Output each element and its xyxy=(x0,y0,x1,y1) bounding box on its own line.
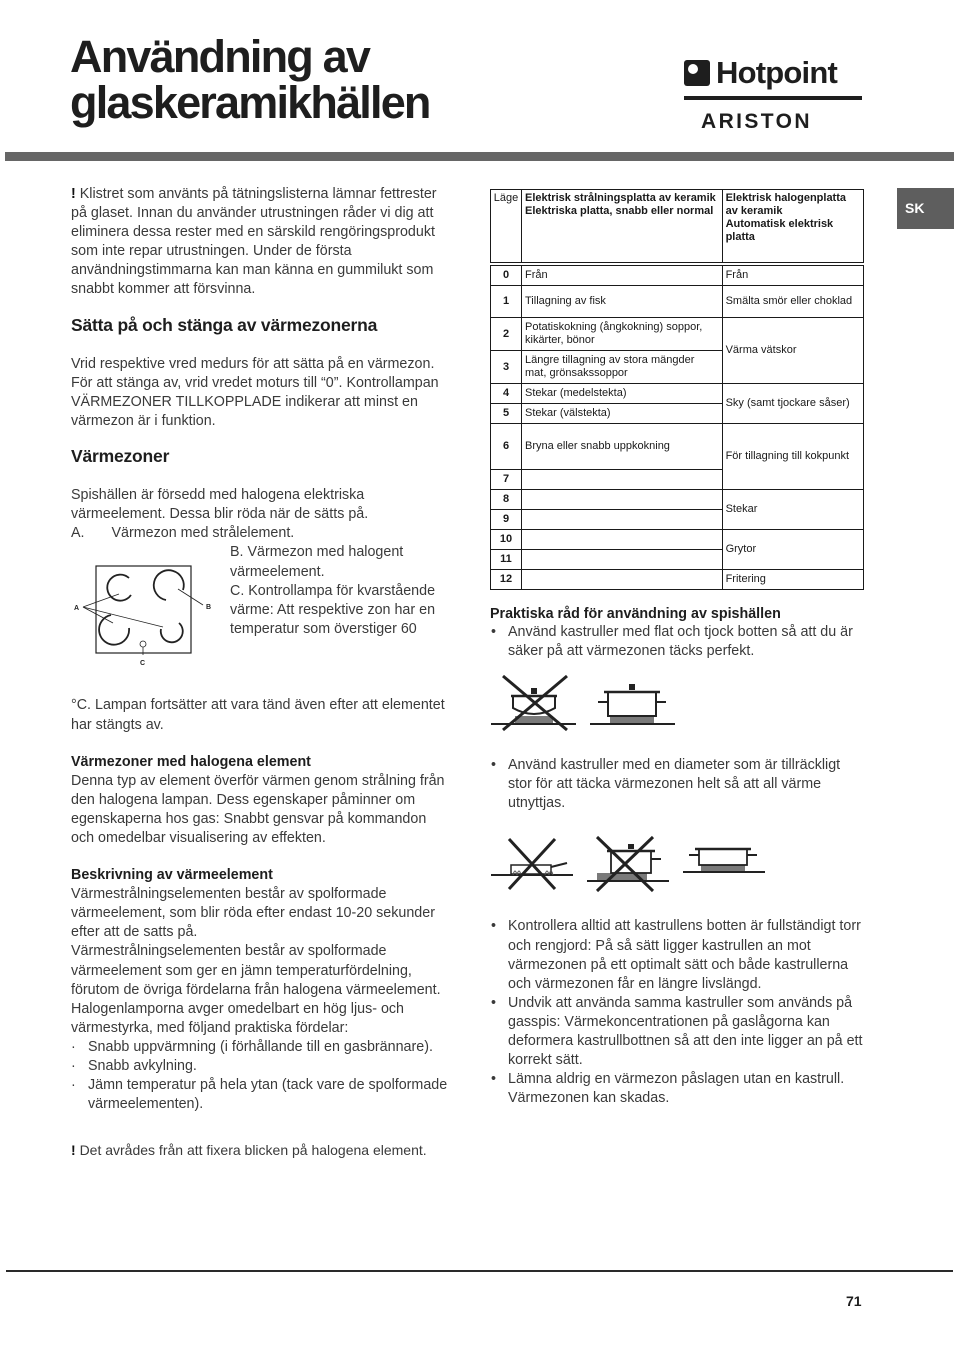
zone-legend-block xyxy=(71,543,451,696)
level-cell: 1 xyxy=(491,286,522,318)
page-title-line-2: glaskeramikhällen xyxy=(70,77,430,128)
cooking-modes-table xyxy=(490,189,864,590)
subheading-element-description: Beskrivning av värmeelement xyxy=(71,867,273,884)
zone-c-continuation: °C. Lampan fortsätter att vara tänd även efter att elementet har stängts av. xyxy=(71,697,445,733)
advice-item: • Använd kastruller med flat och tjock botten så att du är säker på att värmezonen täcks perfekt. xyxy=(490,623,864,661)
table-row xyxy=(491,490,864,510)
halogen-paragraph: Denna typ av element överför värmen genom strålning från den halogena lampan. Dess egenskaper påminner om egenskaperna hos gas: Snabbt gensvar på kommandon och omedelbar visualisering av effekten. xyxy=(71,772,445,846)
level-cell: 9 xyxy=(491,510,522,530)
header-level: Läge xyxy=(491,190,522,263)
level-cell: 4 xyxy=(491,384,522,404)
advice-item: • Lämna aldrig en värmezon påslagen utan en kastrull. Värmezonen kan skadas. xyxy=(490,1070,864,1108)
brand-sub: ARISTON xyxy=(701,110,812,132)
radiant-cell xyxy=(522,550,723,570)
advice-list-1 xyxy=(490,623,864,661)
section-heading-on-off: Sätta på och stänga av värmezonerna xyxy=(71,314,378,335)
halogen-warning-mark: ! xyxy=(71,1142,76,1159)
advantage-mark: · xyxy=(71,1038,76,1055)
halogen-cell: Värma vätskor xyxy=(722,318,863,384)
hob-zone-diagram xyxy=(71,563,221,673)
advice-list-3 xyxy=(490,917,864,1108)
wrong-tall-pan-icon xyxy=(587,835,669,893)
diagram-label-b: B xyxy=(206,604,212,612)
halogen-cell: För tillagning till kokpunkt xyxy=(722,424,863,490)
page-number: 71 xyxy=(846,1293,862,1309)
section-heading-zones: Värmezoner xyxy=(71,446,170,467)
radiant-cell: Stekar (medelstekta) xyxy=(522,384,723,404)
intro-paragraph xyxy=(71,185,451,300)
zone-c-text: C. Kontrollampa för kvarstående värme: Att respektive zon har en temperatur som överstiger 60 xyxy=(230,582,436,637)
table-row xyxy=(491,570,864,590)
advice-heading: Praktiska råd för användning av spishällen xyxy=(490,606,781,622)
element-paragraph-2: Värmestrålningselementen består av spolformade värmeelement som ger en jämn temperaturfördelning, förutom de övriga fördelarna från halogena värmeelement. xyxy=(71,943,441,998)
wrong-pan-icon xyxy=(491,674,576,734)
level-cell: 7 xyxy=(491,470,522,490)
zone-a-line xyxy=(71,524,451,543)
level-cell: 3 xyxy=(491,351,522,384)
right-column xyxy=(490,189,864,1108)
level-cell: 8 xyxy=(491,490,522,510)
advantage-text: Snabb avkylning. xyxy=(88,1058,197,1074)
footer-divider xyxy=(6,1270,953,1272)
correct-pan-icon xyxy=(590,674,675,734)
radiant-cell xyxy=(522,530,723,550)
radiant-cell xyxy=(522,490,723,510)
level-cell: 11 xyxy=(491,550,522,570)
radiant-cell: Bryna eller snabb uppkokning xyxy=(522,424,723,470)
header-divider-bar xyxy=(5,152,954,161)
radiant-cell: Från xyxy=(522,266,723,286)
advantage-text: Snabb uppvärmning (i förhållande till en gasbrännare). xyxy=(88,1038,433,1055)
radiant-cell: Tillagning av fisk xyxy=(522,286,723,318)
level-cell: 5 xyxy=(491,404,522,424)
on-off-paragraph-2: För att stänga av, vrid vredet moturs till “0”. Kontrollampan VÄRMEZONER TILLKOPPLADE indikerar att minst en värmezon är i funktion. xyxy=(71,374,439,429)
halogen-cell: Stekar xyxy=(722,490,863,530)
table-row xyxy=(491,424,864,470)
intro-warning-mark: ! xyxy=(71,186,76,202)
element-paragraph-1: Värmestrålningselementen består av spolformade värmeelement, som blir röda efter endast 10-20 sekunder efter att de satts på. xyxy=(71,886,435,941)
table-row xyxy=(491,318,864,351)
level-cell: 0 xyxy=(491,266,522,286)
zone-bc-text xyxy=(230,543,445,638)
radiant-cell xyxy=(522,570,723,590)
diagram-label-a: A xyxy=(74,605,80,613)
hob-diagram-graphic xyxy=(71,563,221,673)
advice-item: • Kontrollera alltid att kastrullens botten är fullständigt torr och rengjord: På så sätt ligger kastrullen an mot värmezonen på ett optimalt sätt och både kastrullerna och värmezonen får en längre livslängd. xyxy=(490,917,864,993)
radiant-cell xyxy=(522,510,723,530)
correct-wide-pan-icon xyxy=(683,835,765,893)
radiant-cell: Längre tillagning av stora mängder mat, grönsakssoppor xyxy=(522,351,723,384)
advantage-mark: · xyxy=(71,1058,76,1074)
on-off-paragraph-1: Vrid respektive vred medurs för att sätta på en värmezon. xyxy=(71,355,435,372)
header-halogen-plate: Elektrisk halogenplatta av keramik Automatisk elektrisk platta xyxy=(722,190,863,263)
radiant-cell: Potatiskokning (ångkokning) soppor, kikärter, bönor xyxy=(522,318,723,351)
advice-item: • Undvik att använda samma kastruller som används på gasspis: Värmekoncentrationen på gaslågorna kan deformera kastrullbottnen så att den inte ligger an på ett korrekt sätt. xyxy=(490,994,864,1070)
advantage-item xyxy=(71,1038,451,1057)
table-row xyxy=(491,286,864,318)
intro-text: Klistret som använts på tätningslisterna lämnar fettrester på glaset. Innan du använder utrustningen råder vi dig att eliminera dessa rester med en särskild rengöringsprodukt som inte repar utrustningen. Under de första användningstimmarna kan man känna en gummilukt som snabbt kommer att försvinna. xyxy=(71,186,437,298)
halogen-cell: Sky (samt tjockare såser) xyxy=(722,384,863,424)
hotpoint-logo-graphic xyxy=(680,52,866,132)
diagram-label-c: C xyxy=(140,660,146,668)
hotpoint-ariston-logo xyxy=(680,52,866,132)
subheading-halogen: Värmezoner med halogena element xyxy=(71,753,311,770)
advantage-item xyxy=(71,1057,451,1076)
halogen-warning-text: Det avrådes från att fixera blicken på halogena element. xyxy=(79,1142,427,1159)
advantage-mark: · xyxy=(71,1077,76,1094)
halogen-cell: Smälta smör eller choklad xyxy=(722,286,863,318)
advice-list-2 xyxy=(490,756,864,813)
wrong-small-pan-icon xyxy=(491,835,573,893)
radiant-cell xyxy=(522,470,723,490)
brand-name: Hotpoint xyxy=(716,55,837,90)
table-row xyxy=(491,266,864,286)
language-tab: SK xyxy=(897,188,954,229)
page-title-line-1: Användning av xyxy=(70,31,370,82)
left-column xyxy=(71,185,451,1160)
zones-paragraph: Spishällen är försedd med halogena elektriska värmeelement. Dessa blir röda när de sätts på. xyxy=(71,487,369,523)
radiant-cell: Stekar (välstekta) xyxy=(522,404,723,424)
advantage-item xyxy=(71,1076,451,1114)
zone-b-text: B. Värmezon med halogent värmeelement. xyxy=(230,544,404,580)
halogen-cell: Fritering xyxy=(722,570,863,590)
zone-a-label: A. xyxy=(71,525,85,542)
table-header-row xyxy=(491,190,864,263)
halogen-cell: Från xyxy=(722,266,863,286)
zone-a-text: Värmezon med strålelement. xyxy=(111,525,295,542)
advantage-text: Jämn temperatur på hela ytan (tack vare de spolformade värmeelementen). xyxy=(88,1077,448,1113)
element-paragraph-3: Halogenlamporna avger omedelbart en hög ljus- och värmestyrka, med följand praktiska fördelar: xyxy=(71,1000,405,1036)
page-title xyxy=(70,31,430,128)
level-cell: 10 xyxy=(491,530,522,550)
header-radiant-plate: Elektrisk strålningsplatta av keramik Elektriska platta, snabb eller normal xyxy=(522,190,723,263)
table-row xyxy=(491,384,864,404)
level-cell: 2 xyxy=(491,318,522,351)
level-cell: 12 xyxy=(491,570,522,590)
pan-illustration-row-1 xyxy=(491,672,864,734)
halogen-warning xyxy=(71,1141,451,1160)
level-cell: 6 xyxy=(491,424,522,470)
pan-illustration-row-2 xyxy=(491,833,864,893)
advice-item: • Använd kastruller med en diameter som är tillräckligt stor för att täcka värmezonen helt så att all värme utnyttjas. xyxy=(490,756,864,813)
halogen-cell: Grytor xyxy=(722,530,863,570)
table-row xyxy=(491,530,864,550)
